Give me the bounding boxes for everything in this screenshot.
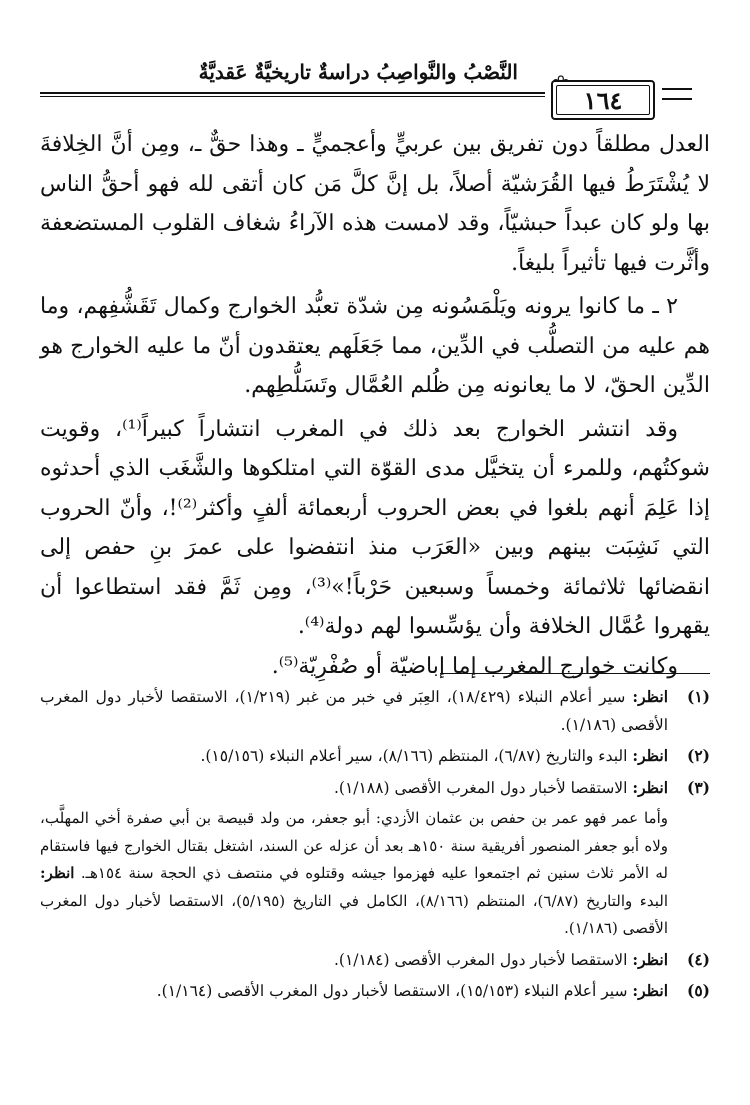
footnote-text: سير أعلام النبلاء (١٥/١٥٣)، الاستقصا لأخبار دول المغرب الأقصى (١/١٦٤). [156, 982, 628, 1000]
page-number-frame [551, 80, 655, 120]
footnote [40, 977, 710, 1006]
page-header [40, 58, 710, 120]
page-number: ١٦٤ [583, 85, 623, 115]
paragraph: وكانت خوارج المغرب إما إباضيّة أو صُفْرِيّة⁽⁵⁾. [271, 653, 678, 679]
footnote-label: انظر: [40, 864, 75, 882]
paragraph: ٢ ـ ما كانوا يرونه ويَلْمَسُونه مِن شدّة تعبُّد الخوارج وكمال تَقَشُّفِهم، وما هم عليه من التصلُّب في الدِّين، مما جَعَلَهم يعتقدون أنّ ما عليه الخوارج هو الدِّين الحقّ، لا ما يعانونه مِن ظُلم العُمَّال وتَسَلُّطِهم. [40, 294, 710, 398]
footnote-text: وأما عمر فهو عمر بن حفص بن عثمان الأزدي: أبو جعفر، من ولد قبيصة بن أبي صفرة أخي المهلَّب، ولاه أبو جعفر المنصور أفريقية سنة ١٥٠هـ بعد أن عزله عن السند، اشتغل بقتال الخوارج فيها فاستقام له الأمر ثلاث سنين ثم اجتمعوا عليه فهزموا جيشه وقتلوه في منتصف ذي الحجة سنة ١٥٤هـ. [40, 809, 668, 882]
footnote-number: (١) [686, 687, 710, 706]
footnote-label: انظر: [632, 746, 668, 765]
footnote-number: (٢) [686, 746, 710, 765]
footnote-text: الاستقصا لأخبار دول المغرب الأقصى (١/١٨٤). [333, 950, 628, 969]
footnote-number: (٤) [686, 949, 710, 969]
paragraph: العدل مطلقاً دون تفريق بين عربيٍّ وأعجميٍّ ـ وهذا حقٌّ ـ، ومِن أنَّ الخِلافةَ لا يُشْتَرَطُ فيها القُرَشيّة أصلاً، بل إنَّ كلَّ مَن كان أتقى لله فهو أحقُّ الناس بها ولو كان عبداً حبشيّاً، وقد لامست هذه الآراءُ شغاف القلوب المستضعفة وأثَّرت فيها تأثيراً بليغاً. [40, 132, 710, 276]
footnote-label: انظر: [632, 981, 668, 1000]
footnote-label: انظر: [632, 949, 668, 969]
footnote-text: البدء والتاريخ (٦/٨٧)، المنتظم (٨/١٦٦)، سير أعلام النبلاء (١٥/١٥٦). [200, 747, 628, 765]
footnote [40, 742, 710, 771]
paragraph: وقد انتشر الخوارج بعد ذلك في المغرب انتشاراً كبيراً⁽¹⁾، وقويت شوكتُهم، وللمرء أن يتخيَّل مدى القوّة التي امتلكوها والشَّغَب الذي أحدثوه إذا عَلِمَ أنهم بلغوا في بعض الحروب أربعمائة ألفٍ وأكثر⁽²⁾!، وأنّ الحروب التي نَشِبَت بينهم وبين «العَرَب منذ انتفضوا على عمرَ بنِ حفص إلى انقضائها ثلاثمائة وخمساً وسبعين حَرْباً!»⁽³⁾، ومِن ثَمَّ فقد استطاعوا أن يقهروا عُمَّال الخلافة وأن يؤسِّسوا لهم دولة⁽⁴⁾. [40, 416, 710, 639]
main-text [40, 125, 710, 686]
header-rule [40, 92, 545, 94]
footnote-text: سير أعلام النبلاء (١٨/٤٢٩)، العِبَر في خبر من غبر (١/٢١٩)، الاستقصا لأخبار دول المغرب الأقصى (١/١٨٦). [40, 688, 668, 734]
footnote [40, 774, 710, 803]
header-rule-thin [40, 96, 545, 97]
footnote-label: انظر: [632, 777, 668, 797]
footnote-text: الاستقصا لأخبار دول المغرب الأقصى (١/١٨٨). [333, 778, 628, 797]
footnote-number: (٥) [686, 981, 710, 1000]
footnote-number: (٣) [686, 777, 710, 797]
footnote-label: انظر: [632, 687, 668, 706]
header-double-bar [662, 88, 692, 100]
footnote-text: البدء والتاريخ (٦/٨٧)، المنتظم (٨/١٦٦)، الكامل في التاريخ (٥/١٩٥)، الاستقصا لأخبار دول المغرب الأقصى (١/١٨٦). [40, 891, 668, 937]
footnotes [40, 683, 710, 1009]
footnote-continuation [40, 805, 710, 943]
footnote-separator [440, 673, 710, 674]
footnote [40, 683, 710, 739]
footnote [40, 946, 710, 975]
running-title: النَّصْبُ والنَّواصِبُ دراسةٌ تاريخيَّةٌ عَقديَّةٌ [198, 60, 518, 84]
